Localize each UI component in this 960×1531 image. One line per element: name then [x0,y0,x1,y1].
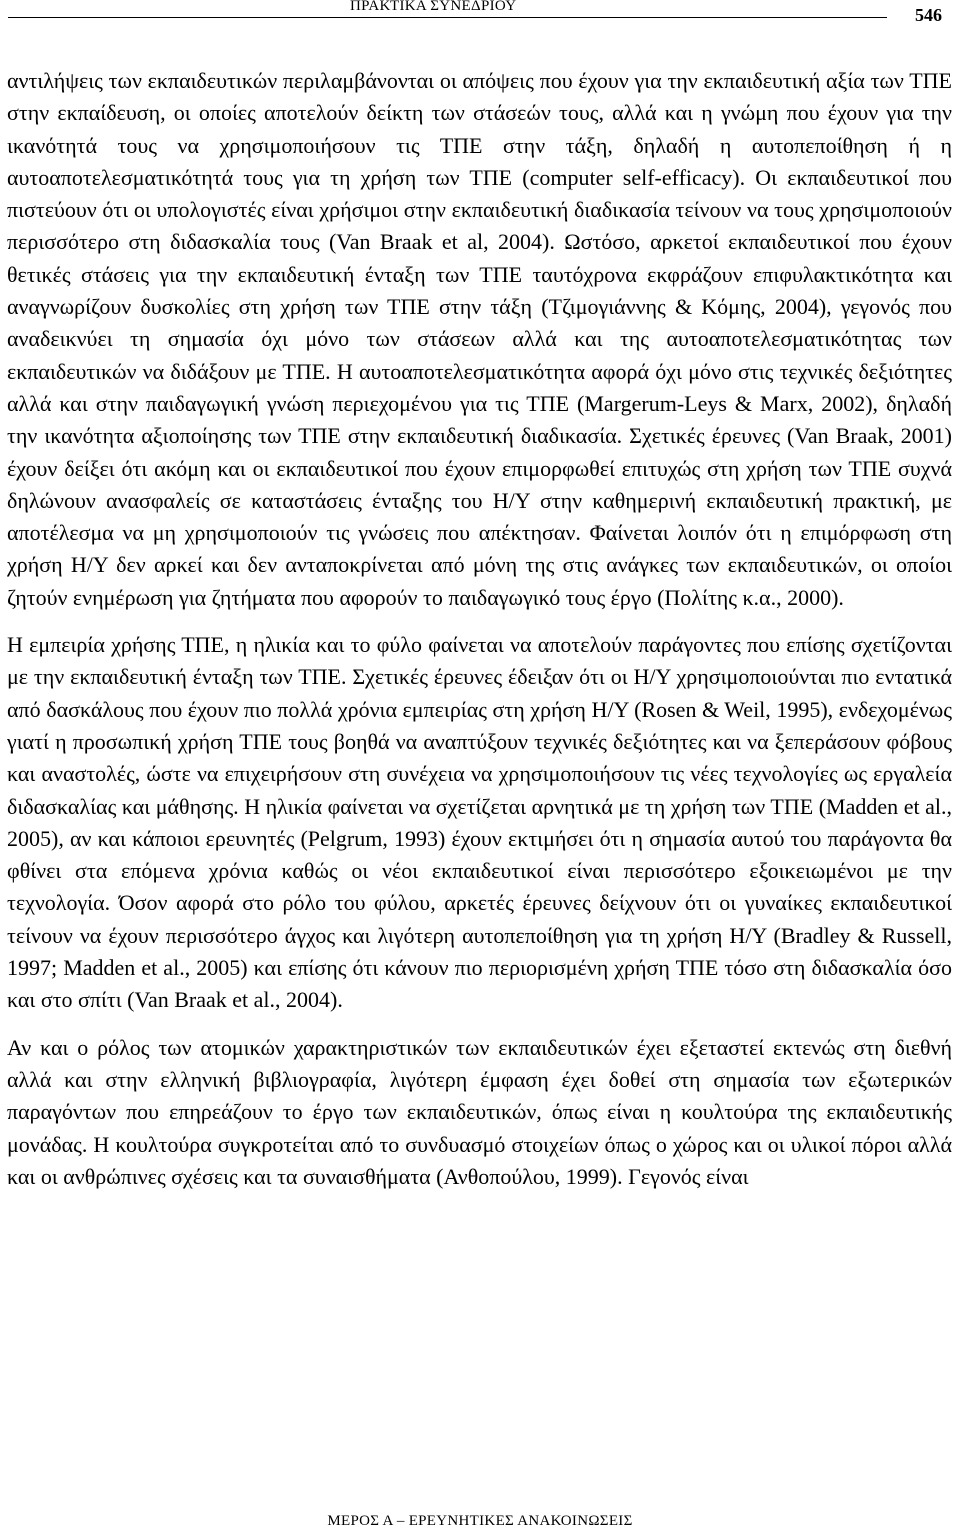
body-text [7,65,952,1193]
header-rule [8,17,887,18]
running-header [0,0,960,30]
paragraph-1: αντιλήψεις των εκπαιδευτικών περιλαμβάνονται οι απόψεις που έχουν για την εκπαιδευτική αξία των ΤΠΕ στην εκπαίδευση, οι οποίες αποτελούν δείκτη των στάσεών τους, αλλά και η γνώμη που έχουν για την ικανότητά τους να χρησιμοποιήσουν τις ΤΠΕ στην τάξη, δηλαδή η αυτοπεποίθηση ή η αυτοαποτελεσματικότητά τους για τη χρήση των ΤΠΕ (computer self-efficacy). Οι εκπαιδευτικοί που πιστεύουν ότι οι υπολογιστές είναι χρήσιμοι στην εκπαιδευτική διαδικασία τείνουν να τους χρησιμοποιούν περισσότερο στη διδασκαλία τους (Van Braak et al, 2004). Ωστόσο, αρκετοί εκπαιδευτικοί που έχουν θετικές στάσεις για την εκπαιδευτική ένταξη των ΤΠΕ ταυτόχρονα εκφράζουν επιφυλακτικότητα και αναγνωρίζουν δυσκολίες στη χρήση των ΤΠΕ στην τάξη (Τζιμογιάννης & Κόμης, 2004), γεγονός που αναδεικνύει τη σημασία όχι μόνο των στάσεων αλλά και της αυτοαποτελεσματικότητας των εκπαιδευτικών να διδάξουν με ΤΠΕ. Η αυτοαποτελεσματικότητα αφορά όχι μόνο στις τεχνικές δεξιότητες αλλά και στην παιδαγωγική γνώση περιεχομένου για τις ΤΠΕ (Margerum-Leys & Marx, 2002), δηλαδή την ικανότητα αξιοποίησης των ΤΠΕ στην εκπαιδευτική διαδικασία. Σχετικές έρευνες (Van Braak, 2001) έχουν δείξει ότι ακόμη και οι εκπαιδευτικοί που έχουν επιμορφωθεί επιτυχώς στη χρήση των ΤΠΕ συχνά δηλώνουν ανασφαλείς σε καταστάσεις ένταξης του Η/Υ στην καθημερινή εκπαιδευτική πρακτική, με αποτέλεσμα να μη χρησιμοποιούν τις γνώσεις που απέκτησαν. Φαίνεται λοιπόν ότι η επιμόρφωση στη χρήση Η/Υ δεν αρκεί και δεν ανταποκρίνεται από μόνη της στις ανάγκες των εκπαιδευτικών, οι οποίοι ζητούν ενημέρωση για ζητήματα που αφορούν το παιδαγωγικό τους έργο (Πολίτης κ.α., 2000). [7,68,952,610]
paragraph-3: Αν και ο ρόλος των ατομικών χαρακτηριστικών των εκπαιδευτικών έχει εξεταστεί εκτενώς στη διεθνή αλλά και στην ελληνική βιβλιογραφία, λιγότερη έμφαση έχει δοθεί στη σημασία των εξωτερικών παραγόντων που επηρεάζουν το έργο των εκπαιδευτικών, όπως είναι η κουλτούρα της εκπαιδευτικής μονάδας. Η κουλτούρα συγκροτείται από το συνδυασμό στοιχείων όπως ο χώρος και οι υλικοί πόροι αλλά και οι ανθρώπινες σχέσεις και τα συναισθήματα (Ανθοπούλου, 1999). Γεγονός είναι [7,1034,952,1189]
page-number: 546 [915,5,942,25]
header-title: ΠΡΑΚΤΙΚΑ ΣΥΝΕΔΡΙΟΥ [350,0,517,14]
running-footer: ΜΕΡΟΣ Α – ΕΡΕΥΝΗΤΙΚΕΣ ΑΝΑΚΟΙΝΩΣΕΙΣ [327,1513,633,1529]
paragraph-2: Η εμπειρία χρήσης ΤΠΕ, η ηλικία και το φύλο φαίνεται να αποτελούν παράγοντες που επίσης σχετίζονται με την εκπαιδευτική ένταξη των ΤΠΕ. Σχετικές έρευνες έδειξαν ότι οι Η/Υ χρησιμοποιούνται πιο εντατικά από δασκάλους που έχουν πιο πολλά χρόνια εμπειρίας στη χρήση Η/Υ (Rosen & Weil, 1995), ενδεχομένως γιατί η προσωπική χρήση ΤΠΕ τους βοηθά να αναπτύξουν τεχνικές δεξιότητες και να ξεπεράσουν φόβους και αναστολές, ώστε να επιχειρήσουν στη συνέχεια να χρησιμοποιήσουν τις νέες τεχνολογίες ως εργαλεία διδασκαλίας και μάθησης. Η ηλικία φαίνεται να σχετίζεται αρνητικά με τη χρήση των ΤΠΕ (Madden et al., 2005), αν και κάποιοι ερευνητές (Pelgrum, 1993) έχουν εκτιμήσει ότι η σημασία αυτού του παράγοντα θα φθίνει στα επόμενα χρόνια καθώς οι νέοι εκπαιδευτικοί είναι περισσότερο εξοικειωμένοι με την τεχνολογία. Όσον αφορά στο ρόλο του φύλου, αρκετές έρευνες δείχνουν ότι οι γυναίκες εκπαιδευτικοί τείνουν να έχουν περισσότερο άγχος και λιγότερη αυτοπεποίθηση για τη χρήση Η/Υ (Bradley & Russell, 1997; Madden et al., 2005) και επίσης ότι κάνουν πιο περιορισμένη χρήση ΤΠΕ τόσο στη διδασκαλία όσο και στο σπίτι (Van Braak et al., 2004). [7,632,952,1013]
